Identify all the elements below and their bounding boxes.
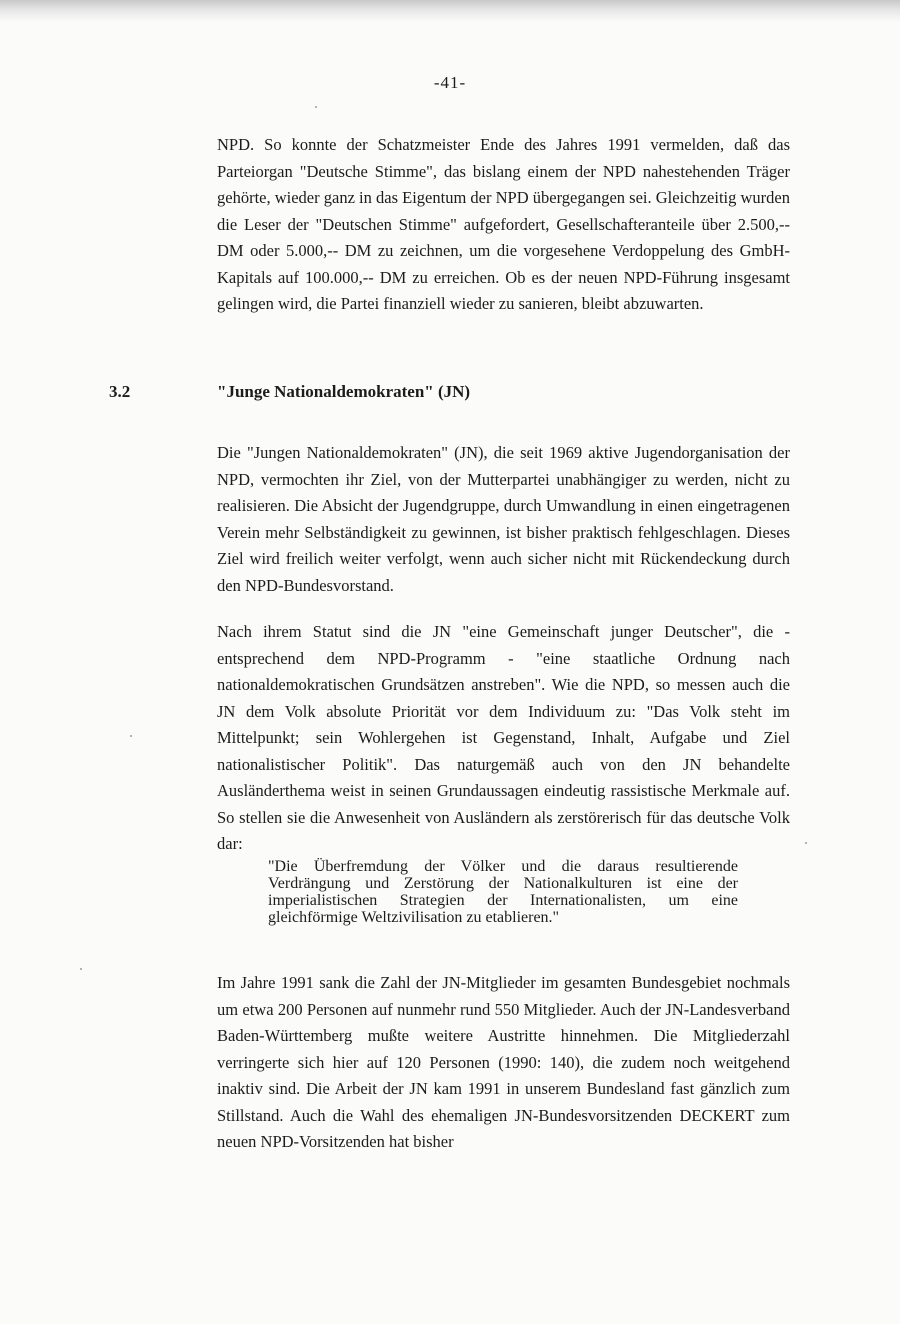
section-title: "Junge Nationaldemokraten" (JN) bbox=[217, 382, 471, 401]
paragraph-npd-finances: NPD. So konnte der Schatzmeister Ende des Jahres 1991 vermelden, daß das Parteiorgan "Deutsche Stimme", das bislang einem der NPD nahestehenden Träger gehörte, wieder ganz in das Eigentum der NPD übergegangen sei. Gleichzeitig wurden die Leser der "Deutschen Stimme" aufgefordert, Gesellschafteranteile über 2.500,-- DM oder 5.000,-- DM zu zeichnen, um die vorgesehene Verdoppelung des GmbH-Kapitals auf 100.000,-- DM zu erreichen. Ob es der neuen NPD-Führung insgesamt gelingen wird, die Partei finanziell wieder zu sanieren, bleibt abzuwarten. bbox=[217, 135, 790, 313]
page-number: -41- bbox=[433, 73, 467, 92]
block-quote: "Die Überfremdung der Völker und die daraus resultierende Verdrängung und Zerstörung der Nationalkulturen ist eine der imperialistischen Strategien der Internationalisten, um eine gleichförmige Weltzivilisation zu etablieren." bbox=[268, 858, 738, 926]
scan-edge-shadow bbox=[0, 0, 900, 22]
scan-speck bbox=[315, 106, 317, 108]
scan-speck bbox=[80, 968, 82, 970]
scan-speck bbox=[805, 842, 807, 844]
paragraph-jn-intro: Die "Jungen Nationaldemokraten" (JN), die seit 1969 aktive Jugendorganisation der NPD, vermochten ihr Ziel, von der Mutterpartei unabhängiger zu werden, nicht zu realisieren. Die Absicht der Jugendgruppe, durch Umwandlung in einen eingetragenen Verein mehr Selbständigkeit zu gewinnen, ist bisher praktisch fehlgeschlagen. Dieses Ziel wird freilich weiter verfolgt, wenn auch sicher nicht mit Rückendeckung durch den NPD-Bundesvorstand. bbox=[217, 443, 790, 595]
paragraph-jn-statute: Nach ihrem Statut sind die JN "eine Gemeinschaft junger Deutscher", die - entsprechend dem NPD-Programm - "eine staatliche Ordnung nach nationaldemokratischen Grundsätzen anstreben". Wie die NPD, so messen auch die JN dem Volk absolute Priorität vor dem Individuum zu: "Das Volk steht im Mittelpunkt; sein Wohlergehen ist Gegenstand, Inhalt, Aufgabe und Ziel nationalistischer Politik". Das naturgemäß auch von den JN behandelte Ausländerthema weist in seinen Grundaussagen eindeutig rassistische Merkmale auf. So stellen sie die Anwesenheit von Ausländern als zerstörerisch für das deutsche Volk dar: bbox=[217, 622, 790, 853]
scan-speck bbox=[130, 735, 132, 737]
paragraph-jn-membership: Im Jahre 1991 sank die Zahl der JN-Mitglieder im gesamten Bundesgebiet nochmals um etwa 200 Personen auf nunmehr rund 550 Mitglieder. Auch der JN-Landesverband Baden-Württemberg mußte weitere Austritte hinnehmen. Die Mitgliederzahl verringerte sich hier auf 120 Personen (1990: 140), die zudem noch weitgehend inaktiv sind. Die Arbeit der JN kam 1991 in unserem Bundesland fast gänzlich zum Stillstand. Auch die Wahl des ehemaligen JN-Bundesvorsitzenden DECKERT zum neuen NPD-Vorsitzenden hat bisher bbox=[217, 973, 790, 1151]
section-number: 3.2 bbox=[109, 382, 131, 401]
